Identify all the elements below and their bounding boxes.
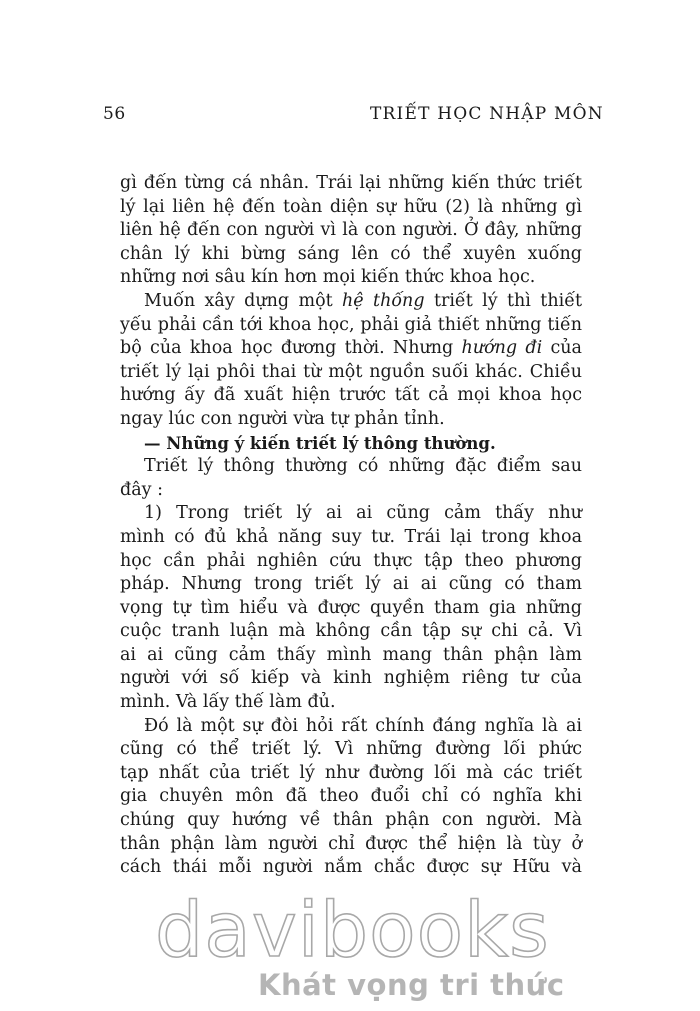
text-line: ngay lúc con người vừa tự phản tỉnh. — [120, 408, 445, 429]
text-line: yếu phải cần tới khoa học, phải giả thiết những tiến — [120, 314, 582, 335]
text-segment: bộ của khoa học đương thời. Nhưng — [120, 338, 462, 359]
text-line: thân phận làm người chỉ được thể hiện là tùy ở — [120, 833, 582, 854]
emphasis-term: hệ thống — [342, 290, 425, 311]
text-line: chân lý khi bừng sáng lên có thể xuyên xuống — [120, 243, 582, 264]
text-line: gì đến từng cá nhân. Trái lại những kiến thức triết — [120, 173, 582, 193]
text-line: 1) Trong triết lý ai ai cũng cảm thấy như — [144, 503, 582, 524]
text-line: Triết lý thông thường có những đặc điểm sau — [144, 456, 582, 477]
section-subheading: — Những ý kiến triết lý thông thường. — [144, 433, 496, 453]
text-line: mình có đủ khả năng suy tư. Trái lại trong khoa — [120, 526, 582, 547]
body-text — [120, 172, 582, 880]
text-line: chúng quy hướng về thân phận con người. Mà — [120, 810, 582, 831]
text-line: Đó là một sự đòi hỏi rất chính đáng nghĩa là ai — [144, 715, 582, 736]
text-line: ai ai cũng cảm thấy mình mang thân phận làm — [120, 644, 582, 665]
watermark-logo: davibooks — [155, 885, 550, 974]
text-line: vọng tự tìm hiểu và được quyền tham gia những — [120, 597, 582, 618]
text-line: mình. Và lấy thế làm đủ. — [120, 692, 336, 713]
text-line: đây : — [120, 479, 163, 500]
text-line: cũng có thể triết lý. Vì những đường lối phức — [120, 739, 582, 760]
text-segment: triết lý thì thiết — [424, 290, 582, 311]
text-line: học cần phải nghiên cứu thực tập theo phương — [120, 550, 582, 571]
text-line: lý lại liên hệ đến toàn diện sự hữu (2) là những gì — [120, 196, 582, 217]
text-line: hướng ấy đã xuất hiện trước tất cả mọi khoa học — [120, 385, 582, 406]
text-line: pháp. Nhưng trong triết lý ai ai cũng có tham — [120, 574, 582, 595]
page-number: 56 — [103, 104, 126, 124]
text-line — [120, 337, 582, 361]
text-segment: của — [542, 338, 582, 359]
text-line: cuộc tranh luận mà không cần tập sự chi cả. Vì — [120, 621, 582, 642]
watermark-tagline: Khát vọng tri thức — [258, 968, 565, 1002]
text-line: gia chuyên môn đã theo đuổi chỉ có nghĩa khi — [120, 786, 582, 807]
text-line — [120, 290, 582, 314]
emphasis-term: hướng đi — [461, 338, 543, 359]
text-line: những nơi sâu kín hơn mọi kiến thức khoa học. — [120, 267, 536, 288]
running-head: TRIẾT HỌC NHẬP MÔN — [370, 104, 604, 124]
text-line: tạp nhất của triết lý như đường lối mà các triết — [120, 762, 582, 783]
text-line: cách thái mỗi người nắm chắc được sự Hữu và — [120, 857, 582, 878]
text-line: triết lý lại phôi thai từ một nguồn suối khác. Chiều — [120, 361, 582, 382]
text-segment: Muốn xây dựng một — [144, 290, 343, 311]
text-line: liên hệ đến con người vì là con người. Ở đây, những — [120, 220, 582, 241]
text-line: người với số kiếp và kinh nghiệm riêng tư của — [120, 668, 582, 689]
